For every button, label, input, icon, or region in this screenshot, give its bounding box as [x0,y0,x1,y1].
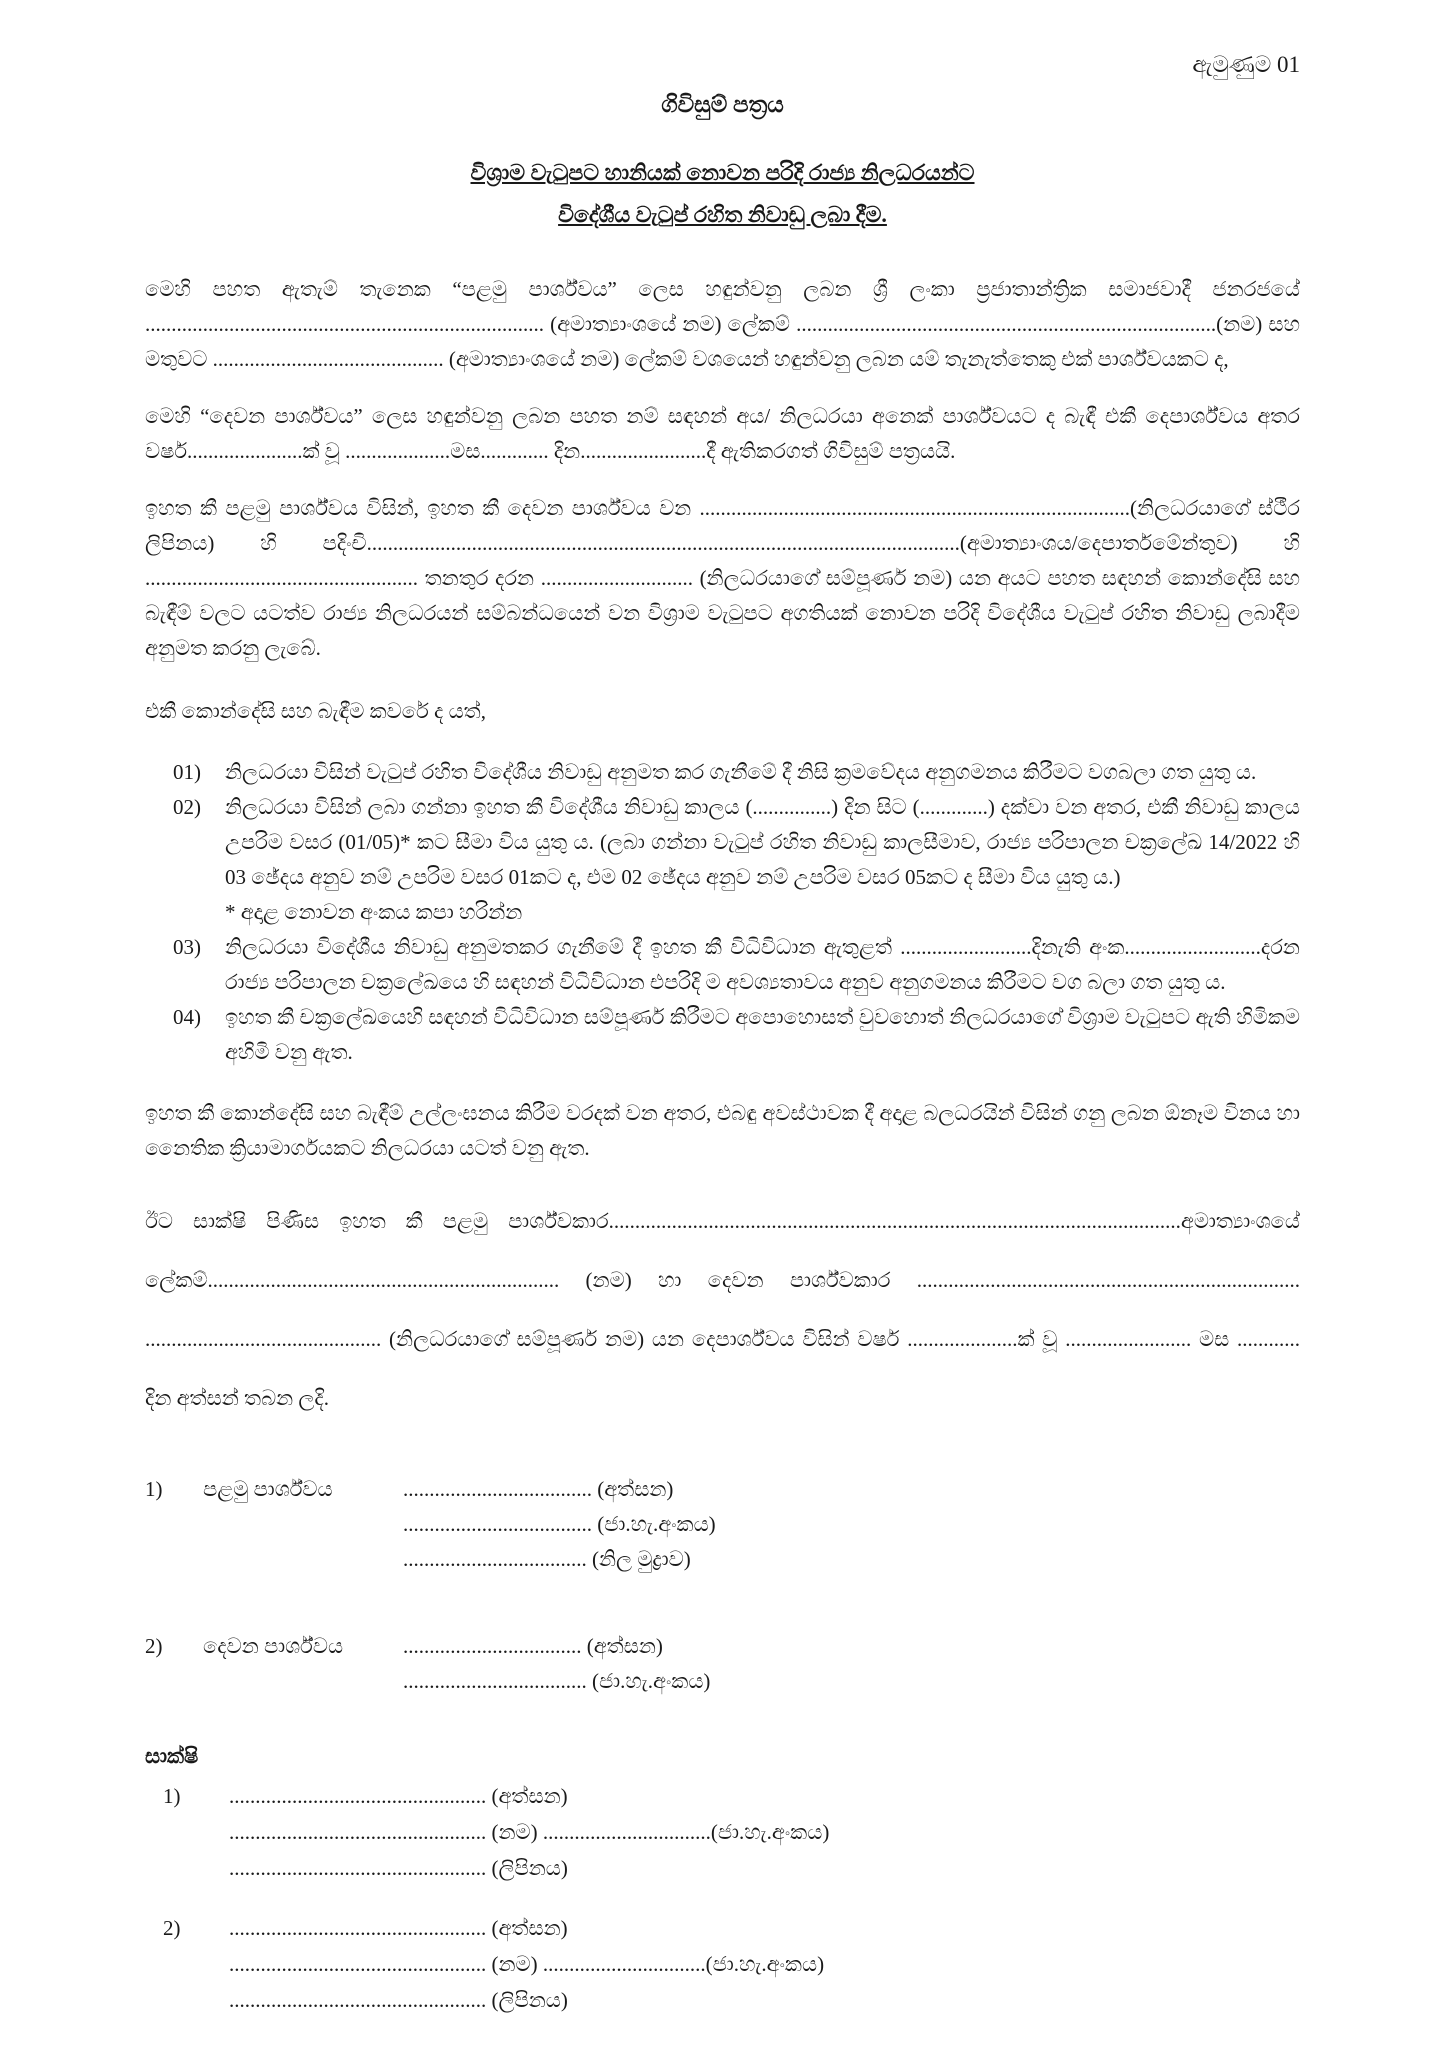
conditions-list [173,755,1300,1070]
witness-number: 1) [163,1784,181,1808]
subtitle-line-2: විදේශීය වැටුප් රහිත නිවාඩු ලබා දීම. [558,202,887,227]
witness-2-signature-row [163,1910,1300,1946]
paragraph-first-party: මෙහි පහත ඇතැම් තැනෙක “පළමු පාර්ශ්වය” ලෙස හඳුන්වනු ලබන ශ්‍රී ලංකා ප්‍රජාතාන්ත්‍රික සමාජවාදී ජනරජයේ ............................................................................ (අමාත්‍යාංශයේ නම) ලේකම් ................................................................................(නම) සහ මතුවට ............................................ (අමාත්‍යාංශයේ නම) ලේකම් වශයෙන් හඳුන්වනු ලබන යම් තැනැත්තෙකු එක් පාර්ශ්වයකට ද, [145,277,1300,371]
signature-gap [145,1577,1300,1629]
conditions-intro: එකී කොන්දේසි සහ බැඳීම කවරේ ද යත්, [145,699,486,723]
document-subtitle [145,152,1300,236]
condition-item-04 [173,1000,1300,1070]
witness-gap [145,1886,1300,1906]
witnesses-heading: සාක්ෂි [145,1744,199,1768]
paragraph-second-party: මෙහි “දෙවන පාර්ශ්වය” ලෙස හඳුන්වනු ලබන පහත නම් සඳහන් අය/ නිලධරයා අනෙක් පාර්ශ්වයට ද බැඳී එකී දෙපාර්ශ්වය අතර වර්ෂ......................ක් වූ ....................මස............. දින........................දී ඇතිකරගත් ගිවිසුම් පත්‍රයයි. [145,404,1300,463]
paragraph-violation: ඉහත කී කොන්දේසි සහ බැඳීම් උල්ලංඝනය කිරීම වරදක් වන අතර, එබඳු අවස්ථාවක දී අදාළ බලධරයින් විසින් ගනු ලබන ඕනෑම විනය හා නෛතික ක්‍රියාමාර්ගයකට නිලධරයා යටත් වනු ඇත. [145,1101,1300,1160]
witness-1-name-row [163,1814,1300,1850]
first-party-label: පළමු පාර්ශ්වය [203,1477,333,1501]
address-line: ................................................. (ලිපිනය) [229,1856,568,1880]
witness-1-address-row [163,1850,1300,1886]
condition-note: * අදාළ නොවන අංකය කපා හරින්න [225,900,523,924]
witness-1-block [163,1778,1300,1886]
subtitle-line-1: විශ්‍රාම වැටුපට හානියක් නොවන පරිදි රාජ්‍ය නිලධරයන්ට [470,160,975,185]
first-party-seal-row [145,1542,1300,1577]
witness-2-block [163,1910,1300,2018]
second-party-label: දෙවන පාර්ශ්වය [203,1634,344,1658]
signature-line: ................................................. (අත්සන) [229,1784,568,1808]
condition-text: ඉහත කී චක්‍රලේඛයෙහි සඳහන් විධිවිධාන සම්පූර්ණ කිරීමට අපොහොසත් වුවහොත් නිලධරයාගේ විශ්‍රාම වැටුපට ඇති හිමිකම අහිමි වනු ඇත. [225,1005,1300,1064]
name-nic-line: ................................................. (නම) ...............................(ජා.හැ.අංකය) [229,1952,825,1976]
condition-text: නිලධරයා විසින් වැටුප් රහිත විදේශීය නිවාඩු අනුමත කර ගැනීමේ දී නිසි ක්‍රමවේදය අනුගමනය කිරීමට වගබලා ගත යුතු ය. [225,760,1257,784]
signature-line: .................................. (අත්සන) [403,1634,663,1658]
condition-number: 04) [173,1005,201,1029]
annex-label: ඇමුණුම 01 [1192,52,1300,77]
condition-item-03 [173,930,1300,1000]
nic-line: ................................... (ජා.හැ.අංකය) [403,1669,711,1693]
address-line: ................................................. (ලිපිනය) [229,1988,568,2012]
condition-item-02 [173,790,1300,930]
condition-item-01 [173,755,1300,790]
condition-text: නිලධරයා විදේශීය නිවාඩු අනුමතකර ගැනීමේ දී ඉහත කී විධිවිධාන ඇතුළත් .........................දිනැති අංක..........................දරන රාජ්‍ය පරිපාලන චක්‍රලේඛයෙ හි සඳහන් විධිවිධාන එපරිදි ම අවශ්‍යතාවය අනුව අනුගමනය කිරීමට වග බලා ගත යුතු ය. [225,935,1300,994]
condition-text [225,790,1300,930]
condition-number: 03) [173,935,201,959]
signature-section [145,1472,1300,1699]
paragraph-attestation: ඊට සාක්ෂි පිණිස ඉහත කී පළමු පාර්ශ්වකාර.............................................................................................................අමාත්‍යාංශයේ ලේකම්................................................................... (නම) හා දෙවන පාර්ශ්වකාර ......................................................................... ............................................. (නිලධරයාගේ සම්පූර්ණ නම) යන දෙපාර්ශ්වය විසින් වර්ෂ .....................ක් වූ ........................ මස ............ දින අත්සන් තබන ලදි. [145,1209,1300,1410]
witness-number: 2) [163,1916,181,1940]
first-party-nic-row [145,1507,1300,1542]
name-nic-line: ................................................. (නම) ................................(ජා.හැ.අංකය) [229,1820,830,1844]
signature-number: 1) [145,1477,163,1501]
nic-line: .................................... (ජා.හැ.අංකය) [403,1512,716,1536]
witness-2-name-row [163,1946,1300,1982]
signature-line: .................................... (අත්සන) [403,1477,674,1501]
seal-line: ................................... (නිල මුද්‍රාව) [403,1547,691,1571]
witness-2-address-row [163,1982,1300,2018]
signature-line: ................................................. (අත්සන) [229,1916,568,1940]
second-party-signature-row [145,1629,1300,1664]
condition-number: 02) [173,795,201,819]
document-title: ගිවිසුම් පත්‍රය [661,92,784,117]
witness-1-signature-row [163,1778,1300,1814]
condition-number: 01) [173,760,201,784]
signature-number: 2) [145,1634,163,1658]
paragraph-approval: ඉහත කී පළමු පාර්ශ්වය විසින්, ඉහත කී දෙවන පාර්ශ්වය වන ..................................................................................(නිලධරයාගේ ස්ථීර ලිපිනය) හි පදිංචි.................................................................................................................(අමාත්‍යාංශය/දෙපාර්තමේන්තුව) හි .................................................... තනතුර දරන ............................. (නිලධරයාගේ සම්පූර්ණ නම) යන අයට පහත සඳහන් කොන්දේසි සහ බැඳීම් වලට යටත්ව රාජ්‍ය නිලධරයන් සම්බන්ධයෙන් වන විශ්‍රාම වැටුපට අගතියක් නොවන පරිදි විදේශීය වැටුප් රහිත නිවාඩු ලබාදීම අනුමත කරනු ලැබේ. [145,496,1300,660]
second-party-nic-row [145,1664,1300,1699]
condition-text-main: නිලධරයා විසින් ලබා ගන්නා ඉහත කී විදේශීය නිවාඩු කාලය (...............) දින සිට (.............) දක්වා වන අතර, එකී නිවාඩු කාලය උපරිම වසර (01/05)* කට සීමා විය යුතු ය. (ලබා ගන්නා වැටුප් රහිත නිවාඩු කාලසීමාව, රාජ්‍ය පරිපාලන චක්‍රලේඛ 14/2022 හි 03 ඡේදය අනුව නම් උපරිම වසර 01කට ද, එම 02 ඡේදය අනුව නම් උපරිම වසර 05කට ද සීමා විය යුතු ය.) [225,795,1300,889]
first-party-signature-row [145,1472,1300,1507]
